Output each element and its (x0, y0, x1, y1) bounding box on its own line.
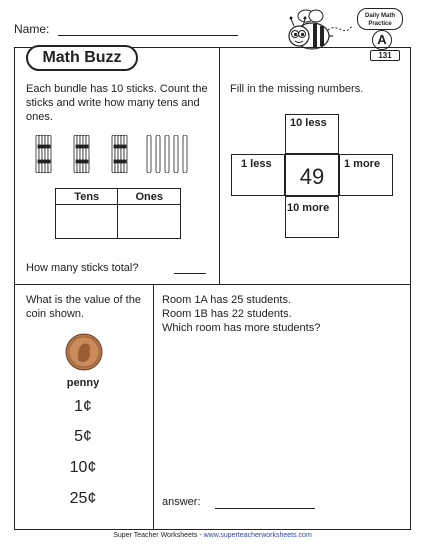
ten-more-cell[interactable] (285, 196, 339, 238)
one-less-cell[interactable] (231, 154, 285, 196)
worksheet-number: 131 (370, 50, 400, 61)
single-sticks (147, 135, 187, 173)
total-question: How many sticks total? (26, 262, 139, 274)
badge-line-2: Practice (368, 21, 392, 27)
tens-answer-cell[interactable] (56, 205, 118, 239)
q1-prompt: Each bundle has 10 sticks. Count the sticks and write how many tens and ones. (26, 83, 208, 123)
ten-less-label: 10 less (290, 117, 327, 129)
q2-prompt: Fill in the missing numbers. (230, 83, 364, 95)
total-answer-blank[interactable] (174, 273, 206, 274)
one-more-cell[interactable] (339, 154, 393, 196)
answer-blank[interactable] (215, 508, 315, 509)
choice-25-cent[interactable]: 25¢ (69, 490, 97, 507)
choice-10-cent[interactable]: 10¢ (69, 459, 97, 476)
choice-5-cent[interactable]: 5¢ (74, 428, 92, 445)
daily-practice-badge (357, 8, 403, 30)
stick-bundle (36, 135, 51, 173)
level-letter: A (372, 30, 392, 50)
tens-header: Tens (56, 189, 118, 205)
stick-bundle (112, 135, 127, 173)
q4-line: Room 1A has 25 students. (162, 294, 292, 306)
ones-answer-cell[interactable] (118, 205, 181, 239)
name-blank[interactable] (58, 35, 238, 36)
footer-text: Super Teacher Worksheets - (113, 532, 204, 539)
badge-line-1: Daily Math (364, 13, 395, 19)
worksheet-title: Math Buzz (26, 45, 138, 71)
footer (0, 532, 425, 539)
coin-label: penny (66, 377, 100, 389)
sticks-illustration (34, 135, 194, 173)
footer-url[interactable]: www.superteacherworksheets.com (203, 532, 312, 539)
ten-more-label: 10 more (287, 202, 330, 214)
penny-icon (65, 333, 103, 371)
one-less-label: 1 less (241, 158, 272, 170)
stick-bundle (74, 135, 89, 173)
ten-less-cell[interactable] (285, 114, 339, 154)
choice-1-cent[interactable]: 1¢ (74, 398, 92, 415)
q3-prompt: What is the value of the coin shown. (26, 294, 141, 320)
one-more-label: 1 more (344, 158, 381, 170)
tens-ones-table (55, 188, 181, 239)
ones-header: Ones (118, 189, 181, 205)
divider (153, 284, 154, 530)
answer-label: answer: (162, 496, 201, 508)
center-number: 49 (299, 164, 325, 189)
name-label: Name: (14, 22, 50, 36)
divider (219, 47, 220, 284)
q4-line: Which room has more students? (162, 322, 321, 334)
divider (14, 284, 411, 285)
q4-line: Room 1B has 22 students. (162, 308, 292, 320)
q4-prompt (162, 293, 402, 335)
